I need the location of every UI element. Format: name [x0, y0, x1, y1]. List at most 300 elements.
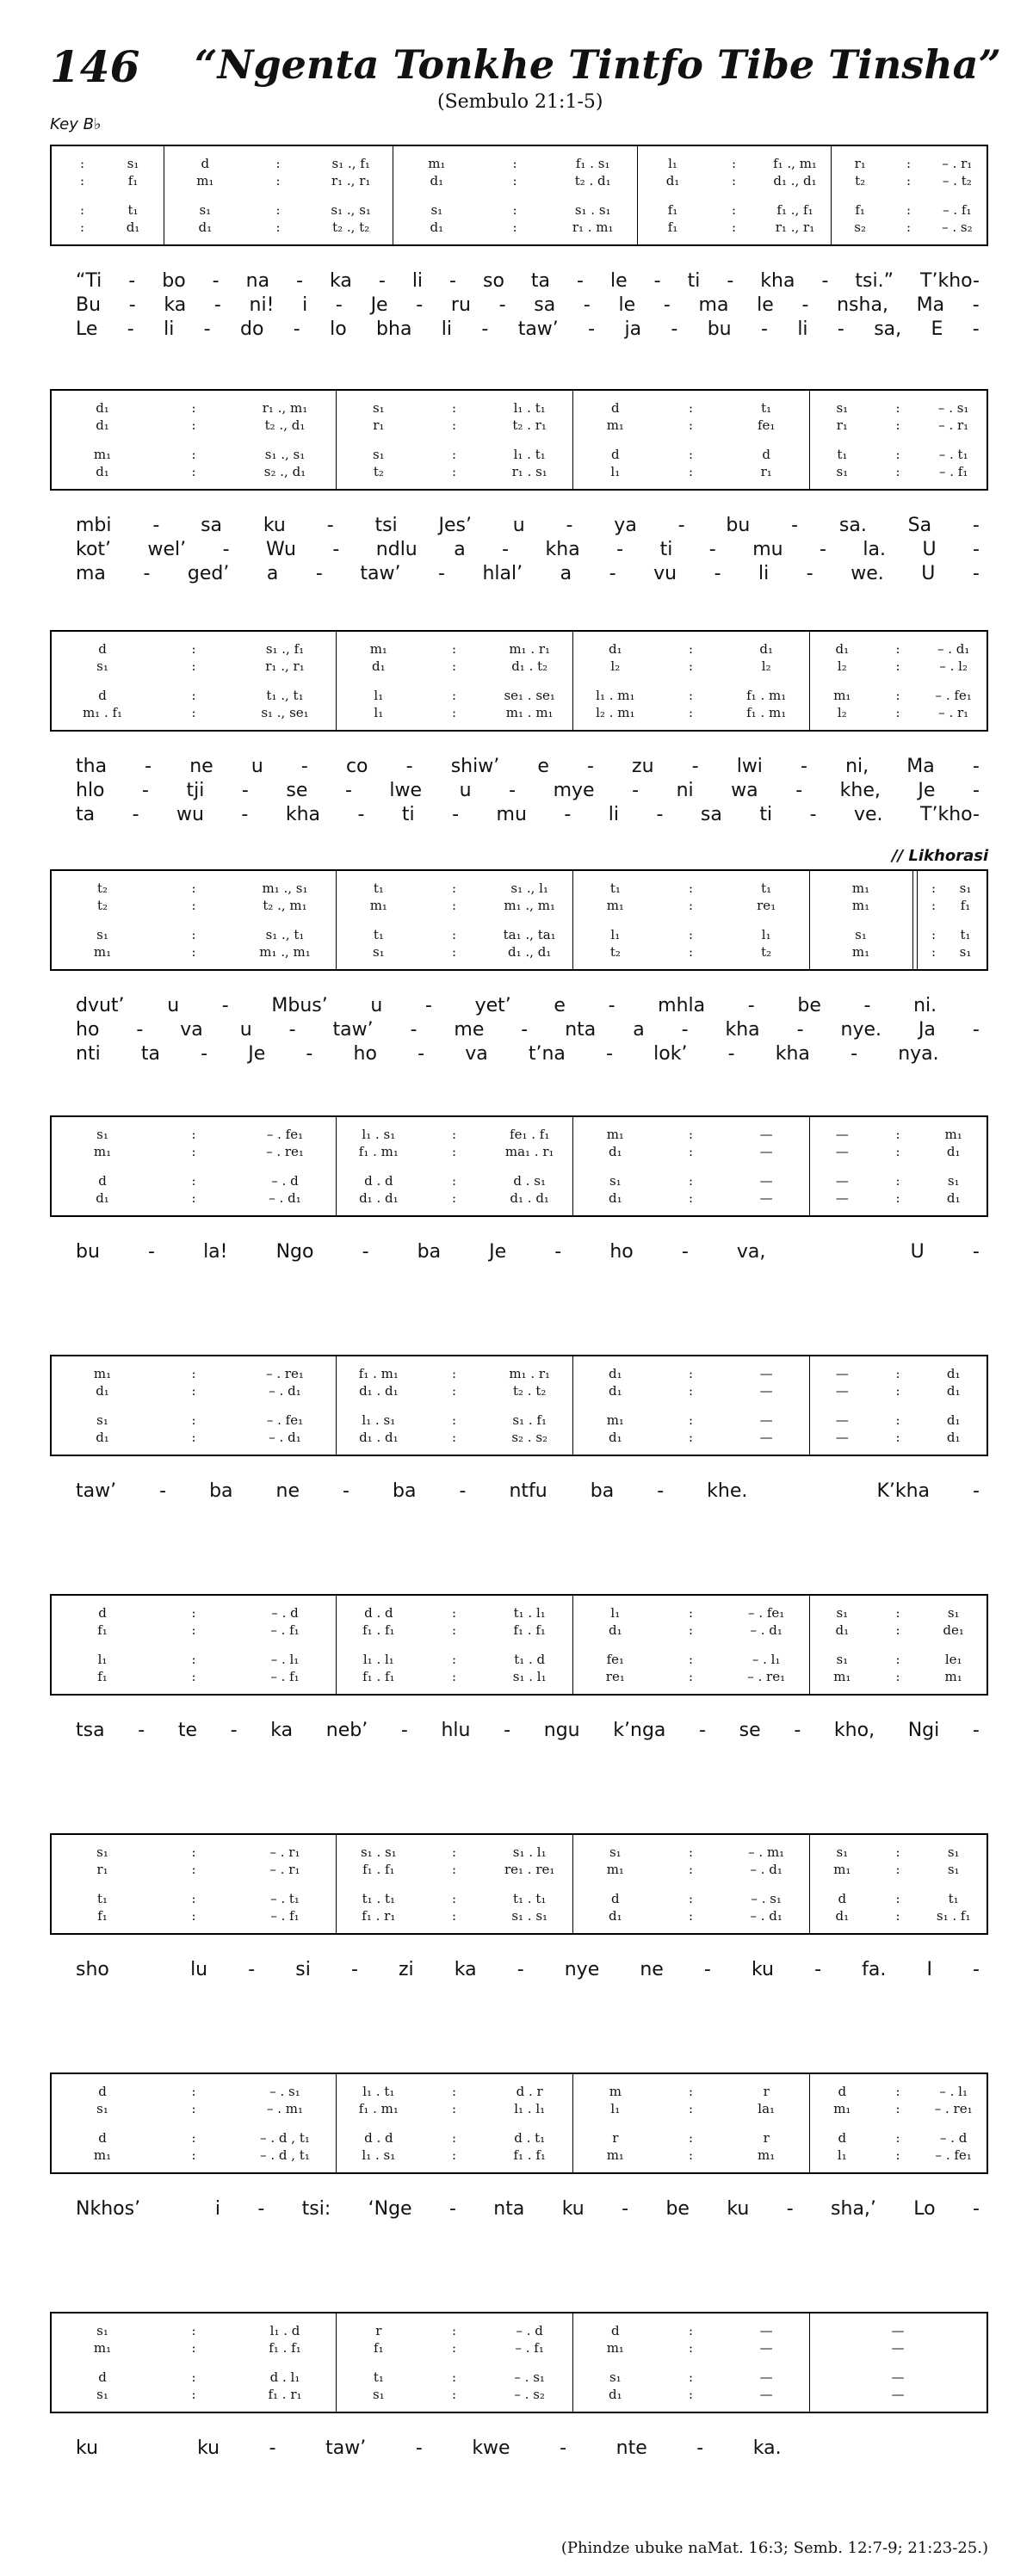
lyric-syllable: - [588, 318, 596, 340]
note-group: fe₁ [757, 417, 776, 433]
note-group: : [191, 1366, 196, 1381]
note-group: — [891, 2340, 905, 2356]
lyric-syllable: nta [493, 2198, 525, 2220]
note-group: : [731, 156, 737, 171]
note-group: : [191, 2101, 196, 2116]
note-measure [578, 943, 804, 961]
note-group: r₁ [854, 156, 866, 171]
note-measure [398, 172, 632, 189]
note-measure [578, 1143, 804, 1160]
note-group: s₁ [96, 927, 108, 942]
note-measure [341, 1429, 567, 1446]
lyric-syllable: - [972, 563, 980, 584]
note-measure [341, 417, 567, 434]
note-measure [57, 1189, 331, 1207]
lyric-syllable: - [152, 515, 160, 536]
note-group: : [688, 1862, 694, 1877]
note-group: f₁ [127, 173, 139, 188]
note-group: : [451, 1366, 457, 1381]
note-group: r₁ ., r₁ [331, 173, 371, 188]
note-group: s₁ . s₁ [511, 1908, 548, 1924]
lyric-syllable: Je [489, 1241, 507, 1263]
note-group: l₁ [610, 2101, 621, 2116]
lyric-syllable: neb’ [325, 1720, 368, 1741]
barline [336, 1835, 337, 1933]
note-measure [578, 1126, 804, 1143]
note-group: : [451, 2387, 457, 2402]
note-group: f₁ [97, 1622, 108, 1638]
note-group: : [895, 417, 900, 433]
lyric-syllable: ka. [752, 2437, 782, 2459]
note-group: m₁ [833, 1669, 851, 1684]
note-group: se₁ . se₁ [504, 688, 555, 703]
note-measure [836, 201, 981, 219]
note-group: l₁ . s₁ [362, 2147, 396, 2163]
note-group: m₁ [944, 1669, 962, 1684]
lyric-syllable: ve. [853, 804, 883, 825]
note-group: : [451, 1622, 457, 1638]
lyric-syllable: tha [76, 756, 108, 777]
note-measure [57, 155, 158, 172]
note-group: – . s₁ [269, 2084, 300, 2099]
note-group: re₁ [757, 898, 776, 913]
note-measure [578, 463, 804, 480]
note-measure [341, 1126, 567, 1143]
note-group: : [688, 1144, 694, 1159]
lyric-syllable: kha [285, 804, 320, 825]
lyric-syllable: - [806, 563, 813, 584]
lyric-line [76, 1019, 980, 1043]
note-group: s₁ [372, 944, 385, 960]
note-group: d [98, 688, 107, 703]
note-group: d₁ [609, 2387, 622, 2402]
note-group: : [688, 2340, 694, 2356]
note-group: d [611, 400, 620, 416]
note-group: : [191, 705, 196, 720]
lyric-line [76, 1043, 980, 1067]
note-measure [814, 417, 981, 434]
lyric-syllable: ya [614, 515, 637, 536]
note-group: – . r₁ [938, 705, 969, 720]
note-group: : [451, 1844, 457, 1860]
lyric-syllable: - [609, 563, 616, 584]
note-group: : [731, 202, 737, 218]
note-measure [814, 1622, 981, 1639]
lyric-syllable: zu [632, 756, 654, 777]
lyric-syllable: hlal’ [482, 563, 523, 584]
lyric-syllable: ta [76, 804, 96, 825]
lyric-syllable: - [696, 2437, 704, 2459]
note-group: : [895, 1891, 900, 1906]
note-measure [578, 880, 804, 897]
note-group: — [835, 1127, 849, 1142]
lyric-syllable: - [851, 1043, 858, 1065]
lyric-syllable: - [814, 1959, 822, 1980]
note-group: s₁ [836, 1605, 849, 1621]
note-group: – . r₁ [269, 1844, 300, 1860]
note-group: — [891, 2369, 905, 2385]
note-group: : [688, 944, 694, 960]
lyric-syllable: lok’ [653, 1043, 688, 1065]
lyric-syllable: - [671, 318, 678, 340]
note-group: d [838, 2084, 847, 2099]
note-group: : [191, 688, 196, 703]
lyric-syllable: taw’ [332, 1019, 374, 1041]
lyric-syllable: me [454, 1019, 485, 1041]
lyric-syllable: - [801, 756, 807, 777]
lyric-syllable: i [214, 2198, 220, 2220]
lyric-syllable: Ma [906, 756, 935, 777]
note-measure [836, 172, 981, 189]
note-group: r [763, 2130, 770, 2146]
note-group: s₁ [609, 1844, 622, 1860]
lyric-syllable: taw’ [360, 563, 401, 584]
note-measure [578, 1429, 804, 1446]
lyric-syllable: hlo [76, 780, 105, 801]
note-measure [578, 1412, 804, 1429]
staff-system [50, 1594, 988, 1696]
note-group: t₁ [127, 202, 139, 218]
lyric-syllable: - [516, 1959, 524, 1980]
note-measure [57, 1861, 331, 1878]
lyric-syllable: sa. [838, 515, 867, 536]
lyric-line [76, 756, 980, 780]
note-group: : [688, 1430, 694, 1445]
note-measure [578, 399, 804, 417]
note-measure [398, 155, 632, 172]
lyric-syllable: fa. [862, 1959, 887, 1980]
lyric-syllable: do [239, 318, 264, 340]
note-measure [578, 2339, 804, 2357]
lyric-syllable: bha [376, 318, 412, 340]
note-measure [918, 926, 981, 943]
note-group: : [451, 2084, 457, 2099]
lyric-syllable: E [931, 318, 943, 340]
note-group: d [98, 641, 107, 657]
lyric-syllable: li [164, 318, 175, 340]
note-group: d [611, 2323, 620, 2338]
note-measure [57, 1668, 331, 1685]
note-group: t₂ [855, 173, 866, 188]
lyric-line [76, 1480, 980, 1504]
lyric-syllable: tsa [76, 1720, 105, 1741]
barline [572, 1835, 573, 1933]
note-measure [814, 1429, 981, 1446]
note-group: d [98, 2369, 107, 2385]
note-group: l₁ [610, 464, 621, 479]
lyric-syllable: Mbus’ [271, 995, 328, 1016]
note-group: d₁ . d₁ [359, 1383, 399, 1399]
note-group: : [451, 705, 457, 720]
barline [336, 391, 337, 489]
note-group: d . s₁ [513, 1173, 546, 1189]
lyric-syllable: - [212, 270, 220, 292]
barline [637, 146, 638, 244]
lyric-syllable: - [350, 1959, 358, 1980]
lyric-syllable: - [801, 294, 809, 316]
note-group: : [895, 688, 900, 703]
lyric-syllable: mbi [76, 515, 112, 536]
note-group: d . d [364, 1173, 393, 1189]
note-group: : [191, 2369, 196, 2385]
note-group: – . d₁ [937, 641, 970, 657]
note-measure [341, 1907, 567, 1924]
note-group: : [451, 1190, 457, 1206]
lyric-syllable: u [239, 1019, 252, 1041]
note-group: : [451, 1605, 457, 1621]
note-group: – . fe₁ [748, 1605, 785, 1621]
note-group: l₁ . t₁ [513, 400, 546, 416]
barline [809, 1596, 810, 1694]
note-group: f₁ . m₁ [358, 2101, 399, 2116]
note-group: s₁ [947, 1844, 960, 1860]
note-group: m₁ . r₁ [509, 641, 551, 657]
note-measure [169, 172, 387, 189]
note-group: – . l₁ [270, 1652, 300, 1667]
staff-system [50, 389, 988, 491]
lyric-syllable: ka [330, 270, 352, 292]
lyric-syllable: tsi [374, 515, 398, 536]
lyric-syllable: wa [731, 780, 758, 801]
note-measure [341, 1604, 567, 1622]
lyric-syllable: va [180, 1019, 203, 1041]
note-group: : [451, 417, 457, 433]
lyric-syllable: nye [564, 1959, 600, 1980]
note-group: d . l₁ [269, 2369, 300, 2385]
note-measure [341, 399, 567, 417]
note-group: : [688, 1366, 694, 1381]
barline [809, 1117, 810, 1215]
note-group: l₁ [668, 156, 677, 171]
note-group: : [451, 1144, 457, 1159]
note-group: f₁ [97, 1669, 108, 1684]
note-group: m₁ . r₁ [509, 1366, 551, 1381]
barline [809, 1356, 810, 1455]
lyric-syllable: wel’ [147, 539, 187, 560]
note-measure [57, 640, 331, 658]
note-group: d₁ [126, 219, 140, 235]
note-group: — [835, 1383, 849, 1399]
note-group: f₁ ., f₁ [776, 202, 813, 218]
note-group: d . r [516, 2084, 543, 2099]
note-group: t₂ [96, 880, 108, 896]
note-group: : [688, 2387, 694, 2402]
note-group: : [895, 1622, 900, 1638]
note-group: : [731, 173, 737, 188]
note-group: : [191, 1605, 196, 1621]
lyric-syllable: ngu [543, 1720, 580, 1741]
note-group: : [731, 219, 737, 235]
note-group: t₁ [373, 2369, 384, 2385]
note-group: f₁ . m₁ [746, 688, 787, 703]
barline [572, 1356, 573, 1455]
note-group: r [763, 2084, 770, 2099]
note-group: m₁ [196, 173, 214, 188]
lyric-syllable: kha [775, 1043, 810, 1065]
note-group: m₁ [93, 447, 112, 462]
note-group: m₁ [93, 944, 112, 960]
lyric-syllable: - [306, 1043, 313, 1065]
lyric-syllable: bo [162, 270, 186, 292]
note-group: : [451, 2369, 457, 2385]
note-group: l₁ [610, 1605, 621, 1621]
lyric-syllable: - [437, 563, 445, 584]
note-group: m₁ [606, 1862, 624, 1877]
note-group: : [191, 1652, 196, 1667]
note-group: d₁ [609, 1908, 622, 1924]
note-group: l₁ [374, 688, 384, 703]
lyric-syllable: ru [450, 294, 471, 316]
lyric-syllable: - [230, 1720, 238, 1741]
note-group: d [98, 1605, 107, 1621]
barline [572, 1596, 573, 1694]
note-group: : [895, 1430, 900, 1445]
note-group: m₁ [93, 2340, 112, 2356]
note-group: s₁ [96, 1127, 108, 1142]
note-measure [341, 2100, 567, 2117]
note-measure [57, 1651, 331, 1668]
note-group: s₁ ., l₁ [510, 880, 548, 896]
note-measure [578, 926, 804, 943]
note-group: d₁ [96, 400, 109, 416]
barline [809, 871, 810, 969]
lyric-syllable: Je [248, 1043, 266, 1065]
note-group: d₁ . d₁ [359, 1430, 399, 1445]
lyric-syllable: - [136, 1019, 144, 1041]
lyric-syllable: - [410, 1019, 418, 1041]
lyric-syllable: - [344, 780, 352, 801]
note-group: l₂ [837, 705, 847, 720]
note-measure [814, 1861, 981, 1878]
lyric-syllable: Lo [913, 2198, 936, 2220]
lyric-syllable: - [416, 294, 424, 316]
note-measure [57, 658, 331, 675]
note-group: — [759, 1173, 773, 1189]
note-group: m₁ [758, 2147, 776, 2163]
lyric-syllable: li [797, 318, 808, 340]
lyric-syllable: be [797, 995, 821, 1016]
note-group: s₁ [96, 2323, 108, 2338]
note-measure [341, 2339, 567, 2357]
lyric-syllable: - [972, 1019, 980, 1041]
note-group: : [688, 1173, 694, 1189]
note-measure [341, 2386, 567, 2403]
lyric-syllable: u [370, 995, 383, 1016]
note-group: : [191, 2323, 196, 2338]
lyric-syllable: - [300, 756, 308, 777]
note-group: d₁ [609, 1622, 622, 1638]
lyric-syllable: lo [330, 318, 347, 340]
note-group: — [759, 1366, 773, 1381]
lyric-syllable: khe. [707, 1480, 748, 1502]
note-measure [578, 2147, 804, 2164]
note-group: d₁ [609, 1383, 622, 1399]
note-measure [836, 219, 981, 236]
lyric-syllable: - [681, 1241, 689, 1263]
note-measure [57, 1890, 331, 1907]
note-group: : [191, 1412, 196, 1428]
barline [572, 391, 573, 489]
note-group: : [895, 1144, 900, 1159]
note-measure [57, 399, 331, 417]
note-group: f₁ . r₁ [268, 2387, 302, 2402]
note-group: : [895, 2084, 900, 2099]
lyric-syllable: - [583, 294, 591, 316]
note-measure [341, 1622, 567, 1639]
note-measure [814, 2339, 981, 2357]
note-group: d [98, 2084, 107, 2099]
lyric-syllable: khe, [839, 780, 881, 801]
note-group: t₁ ., t₁ [266, 688, 304, 703]
note-group: : [512, 202, 517, 218]
note-group: : [895, 2147, 900, 2163]
note-group: d₁ [96, 1190, 109, 1206]
lyric-syllable: la. [863, 539, 887, 560]
note-group: d₁ [609, 641, 622, 657]
note-group: d₁ [609, 1366, 622, 1381]
note-group: — [891, 2387, 905, 2402]
lyric-syllable: - [564, 804, 572, 825]
note-group: t₂ ., d₁ [264, 417, 306, 433]
note-measure [814, 2147, 981, 2164]
note-group: f₁ . m₁ [358, 1366, 399, 1381]
note-measure [814, 1172, 981, 1189]
note-group: : [191, 658, 196, 674]
lyric-syllable: ku [561, 2198, 585, 2220]
lyric-syllable: - [677, 515, 685, 536]
note-measure [57, 2147, 331, 2164]
note-group: s₂ [854, 219, 867, 235]
note-group: d [838, 2130, 847, 2146]
lyric-syllable: tsi: [301, 2198, 331, 2220]
note-group: — [759, 1412, 773, 1428]
note-measure [341, 1412, 567, 1429]
note-group: l₁ [761, 927, 771, 942]
note-group: : [688, 898, 694, 913]
note-measure [814, 1365, 981, 1382]
note-measure [57, 1143, 331, 1160]
note-group: m [609, 2084, 622, 2099]
lyric-syllable: - [699, 1720, 706, 1741]
barline [809, 632, 810, 730]
note-group: – . d [271, 1605, 299, 1621]
note-measure [341, 2083, 567, 2100]
lyric-syllable: le [609, 270, 628, 292]
lyric-syllable: ni [676, 780, 694, 801]
note-group: s₁ [836, 1844, 849, 1860]
note-group: : [191, 1669, 196, 1684]
lyric-syllable: - [415, 2437, 423, 2459]
note-group: : [451, 447, 457, 462]
note-group: s₂ ., d₁ [263, 464, 306, 479]
note-group: : [191, 1173, 196, 1189]
lyric-syllable: - [973, 2198, 980, 2220]
footnote: (Phindze ubuke naMat. 16:3; Semb. 12:7-9; 21:23-25.) [560, 2539, 988, 2557]
lyric-syllable: - [222, 539, 230, 560]
note-group: f₁ . f₁ [513, 1622, 546, 1638]
note-group: d . t₁ [514, 2130, 546, 2146]
note-group: – . d , t₁ [260, 2130, 310, 2146]
note-group: – . m₁ [748, 1844, 785, 1860]
note-measure [341, 1189, 567, 1207]
note-group: – . s₁ [937, 400, 969, 416]
lyric-syllable: ta [530, 270, 551, 292]
note-group: : [895, 1412, 900, 1428]
lyric-syllable: Ngo [275, 1241, 314, 1263]
lyric-syllable: ka [270, 1720, 294, 1741]
lyric-syllable: lu [190, 1959, 208, 1980]
note-group: l₁ . s₁ [362, 1127, 396, 1142]
